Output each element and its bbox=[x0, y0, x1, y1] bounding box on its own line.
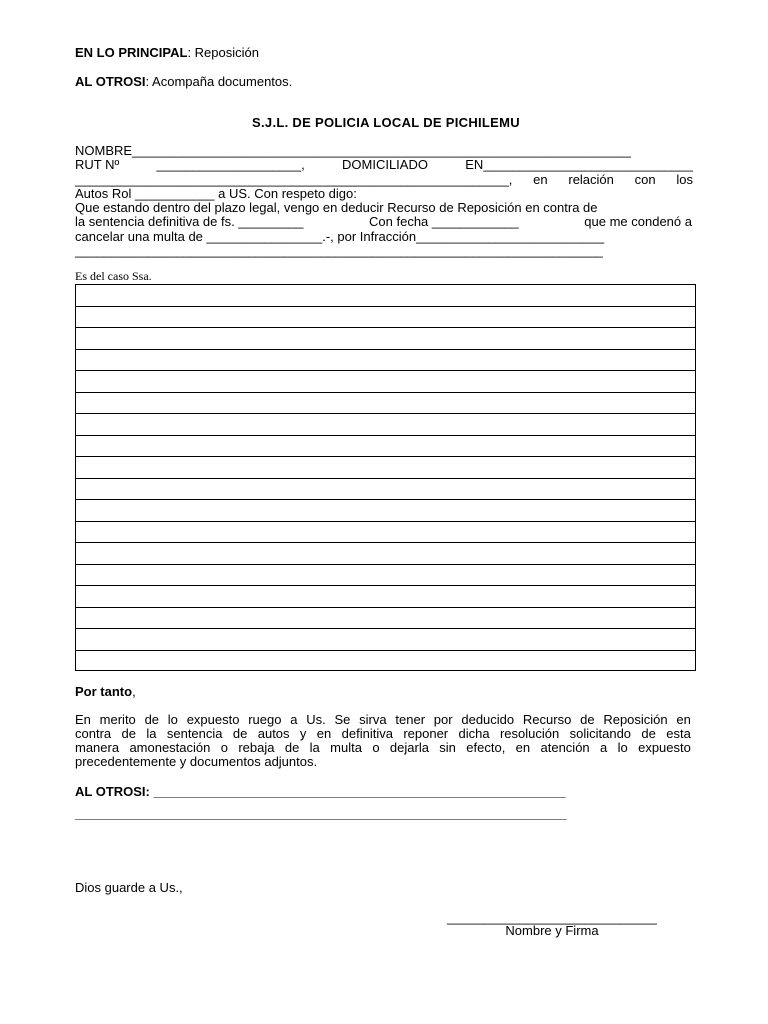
relacion-word: los bbox=[676, 172, 693, 187]
conclusion-word: y bbox=[299, 726, 307, 741]
conclusion-line bbox=[75, 741, 691, 755]
sentencia-fecha: Con fecha ____________ bbox=[369, 214, 519, 229]
rut-line bbox=[75, 157, 693, 172]
conclusion-word: en bbox=[316, 726, 332, 741]
rut-label: RUT Nº bbox=[75, 157, 120, 172]
grid-row bbox=[76, 436, 695, 458]
otrosi2-label: AL OTROSI: bbox=[75, 784, 150, 799]
conclusion-word: expuesto bbox=[186, 712, 240, 727]
conclusion-word: reponer bbox=[403, 726, 449, 741]
conclusion-word: de bbox=[580, 712, 595, 727]
conclusion-word: en bbox=[676, 712, 691, 727]
conclusion-word: a bbox=[600, 740, 608, 755]
por-tanto-comma: , bbox=[132, 684, 136, 699]
conclusion-word: sin bbox=[439, 740, 456, 755]
conclusion-word: en bbox=[515, 740, 531, 755]
grid-row bbox=[76, 414, 695, 436]
conclusion-word: deducido bbox=[461, 712, 515, 727]
conclusion-word: solicitando bbox=[569, 726, 632, 741]
grid-row bbox=[76, 371, 695, 393]
relacion-blank: ____________________________________________________________, bbox=[75, 172, 513, 187]
otrosi-value: : Acompaña documentos. bbox=[145, 74, 293, 89]
conclusion-paragraph bbox=[75, 713, 691, 769]
grid-row bbox=[76, 543, 695, 565]
conclusion-word: a bbox=[290, 712, 298, 727]
conclusion-word: ruego bbox=[248, 712, 282, 727]
conclusion-line bbox=[75, 727, 691, 741]
conclusion-word: resolución bbox=[499, 726, 560, 741]
conclusion-word: Us. bbox=[306, 712, 326, 727]
otrosi2-blank: _________________________________________________________ bbox=[153, 784, 566, 799]
por-tanto-label: Por tanto bbox=[75, 684, 133, 699]
sentencia-fs: la sentencia definitiva de fs. _________ bbox=[75, 214, 304, 229]
conclusion-word: dicha bbox=[458, 726, 490, 741]
conclusion-word: manera bbox=[75, 740, 120, 755]
plazo-line: Que estando dentro del plazo legal, vengo en deducir Recurso de Reposición en contra de bbox=[75, 200, 598, 215]
rut-blank: ____________________, bbox=[156, 157, 305, 172]
closing-line: Dios guarde a Us., bbox=[75, 880, 183, 895]
conclusion-word: atención bbox=[540, 740, 590, 755]
blank-line: _________________________________________________________________________ bbox=[75, 243, 603, 258]
principal-label: EN LO PRINCIPAL bbox=[75, 45, 188, 60]
conclusion-word: definitiva bbox=[341, 726, 393, 741]
court-title: S.J.L. DE POLICIA LOCAL DE PICHILEMU bbox=[252, 115, 520, 130]
relacion-word: relación bbox=[568, 172, 614, 187]
conclusion-word: efecto, bbox=[466, 740, 506, 755]
signature-line: _____________________________ bbox=[447, 910, 657, 925]
grid-row bbox=[76, 328, 695, 350]
conclusion-word: amonestación bbox=[129, 740, 211, 755]
otrosi2-blank-line: ____________________________________________________________________ bbox=[75, 806, 567, 821]
grid-row bbox=[76, 285, 695, 307]
conclusion-word: En bbox=[75, 712, 91, 727]
sentencia-condeno: que me condenó a bbox=[584, 214, 692, 229]
conclusion-word: esta bbox=[666, 726, 691, 741]
conclusion-text: precedentemente y documentos adjuntos. bbox=[75, 754, 318, 769]
conclusion-word: Recurso bbox=[522, 712, 572, 727]
domicilio-blank: EN_____________________________ bbox=[465, 157, 693, 172]
conclusion-word: o bbox=[220, 740, 228, 755]
conclusion-word: Se bbox=[334, 712, 351, 727]
grid-row bbox=[76, 479, 695, 501]
multa-line: cancelar una multa de ________________.-, por Infracción__________________________ bbox=[75, 229, 605, 244]
conclusion-word: o bbox=[372, 740, 380, 755]
conclusion-word: la bbox=[309, 740, 320, 755]
grid-row bbox=[76, 586, 695, 608]
conclusion-word: sentencia bbox=[166, 726, 223, 741]
otrosi-label: AL OTROSI bbox=[75, 74, 146, 89]
conclusion-word: de bbox=[284, 740, 300, 755]
conclusion-word: lo bbox=[167, 712, 178, 727]
conclusion-word: de bbox=[232, 726, 248, 741]
caso-label: Es del caso Ssa. bbox=[75, 269, 152, 283]
grid-row bbox=[76, 307, 695, 329]
sentencia-line bbox=[75, 214, 692, 229]
nombre-line: NOMBRE_____________________________________________________________________ bbox=[75, 143, 631, 158]
conclusion-word: merito bbox=[99, 712, 136, 727]
relacion-line bbox=[75, 172, 693, 187]
conclusion-word: autos bbox=[257, 726, 290, 741]
relacion-word: en bbox=[533, 172, 548, 187]
grid-row bbox=[76, 629, 695, 651]
grid-row bbox=[76, 393, 695, 415]
grid-row bbox=[76, 350, 695, 372]
conclusion-word: tener bbox=[395, 712, 426, 727]
grid-row bbox=[76, 651, 695, 673]
conclusion-word: lo bbox=[617, 740, 628, 755]
conclusion-word: sirva bbox=[359, 712, 387, 727]
autos-rol-line: Autos Rol ___________ a US. Con respeto digo: bbox=[75, 186, 357, 201]
conclusion-line bbox=[75, 713, 691, 727]
conclusion-word: rebaja bbox=[238, 740, 275, 755]
otrosi2-line bbox=[75, 784, 566, 799]
principal-value: : Reposición bbox=[187, 45, 259, 60]
conclusion-word: de bbox=[144, 712, 160, 727]
grid-row bbox=[76, 500, 695, 522]
grid-row bbox=[76, 608, 695, 630]
grid-row bbox=[76, 565, 695, 587]
conclusion-word: de bbox=[121, 726, 136, 741]
otrosi-line bbox=[75, 74, 292, 89]
conclusion-word: multa bbox=[330, 740, 362, 755]
grid-row bbox=[76, 457, 695, 479]
conclusion-line bbox=[75, 755, 691, 769]
domiciliado-label: DOMICILIADO bbox=[342, 157, 428, 172]
conclusion-word: Reposición bbox=[603, 712, 668, 727]
signature-label: Nombre y Firma bbox=[505, 923, 599, 938]
conclusion-word: por bbox=[433, 712, 453, 727]
conclusion-word: de bbox=[641, 726, 656, 741]
principal-line bbox=[75, 45, 259, 60]
conclusion-word: dejarla bbox=[389, 740, 429, 755]
relacion-word: con bbox=[634, 172, 656, 187]
conclusion-word: contra bbox=[75, 726, 112, 741]
por-tanto-line bbox=[75, 684, 136, 699]
conclusion-word: expuesto bbox=[638, 740, 691, 755]
grid-row bbox=[76, 522, 695, 544]
conclusion-word: la bbox=[146, 726, 157, 741]
writing-grid bbox=[75, 284, 696, 671]
